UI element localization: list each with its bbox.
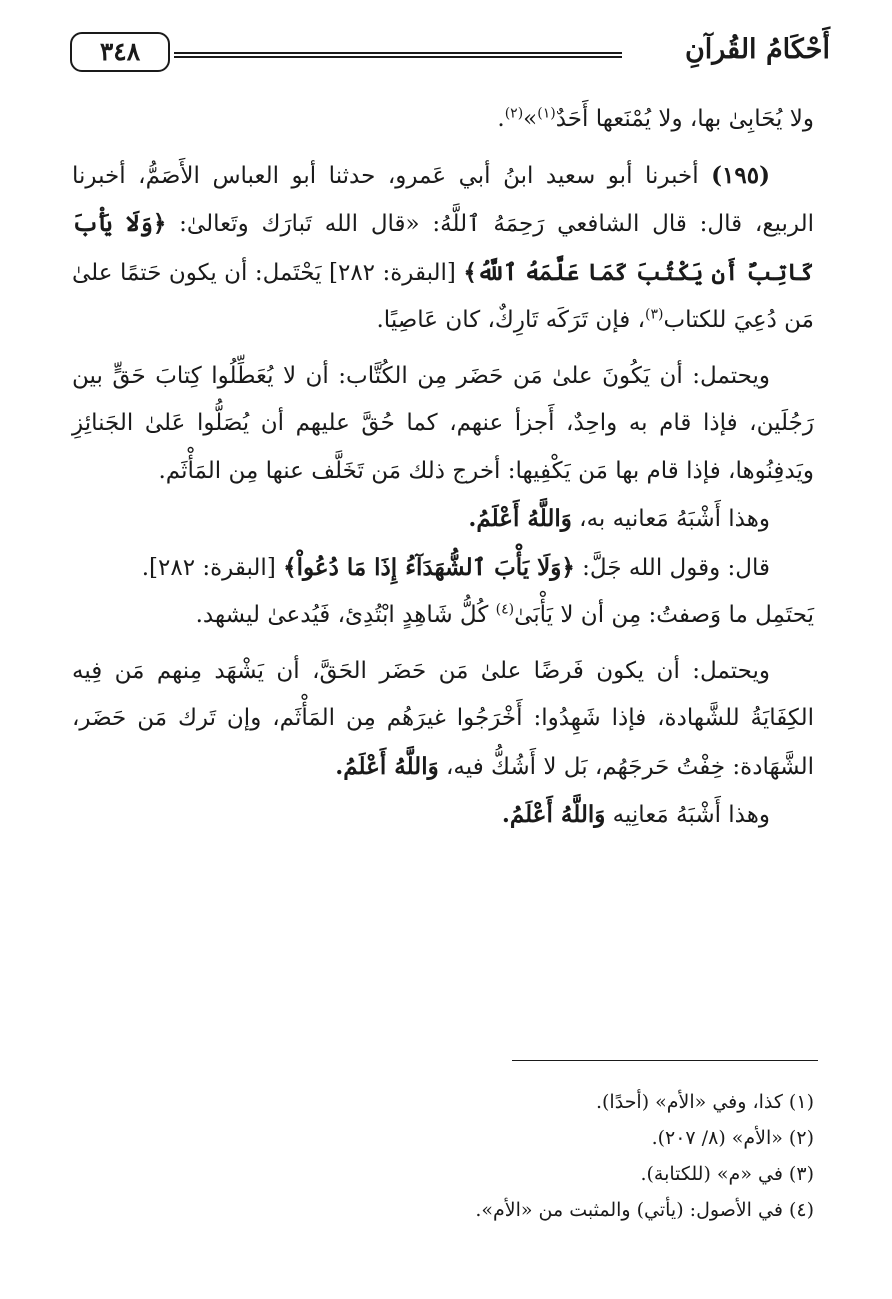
page-header <box>70 30 830 78</box>
text-segment: قال: وقول الله جَلَّ: <box>574 554 770 581</box>
section-number: (١٩٥) <box>711 161 770 189</box>
allah-knows-best: وَاللَّهُ أَعْلَمُ. <box>468 505 572 532</box>
paragraph-3: ويحتمل: أن يَكُونَ علىٰ مَن حَضَر مِن الكُتَّاب: أن لا يُعَطِّلُوا كِتابَ حَقٍّ بين رَجُلَين، فإذا قام به واحِدٌ، أَجزأ عنهم، كما حُقَّ عليهم أن يُصَلُّوا عَلىٰ الجَنائِزِ ويَدفِنُوها، فإذا قام بها مَن يَكْفِيها: أخرج ذلك مَن تَخَلَّف عنها مِن المَأْثَم. <box>72 362 814 484</box>
text-segment: ، فإن تَرَكَه تَارِكٌ، كان عَاصِيًا. <box>376 307 646 333</box>
footnote: (٣) في «م» (للكتابة). <box>640 1163 814 1185</box>
paragraph-195 <box>72 152 814 345</box>
footnotes <box>72 1084 814 1228</box>
allah-knows-best: وَاللَّهُ أَعْلَمُ. <box>335 752 439 780</box>
text-segment: كُلُّ شَاهِدٍ ابْتُدِئ، فَيُدعىٰ ليشهد. <box>195 602 496 628</box>
header-double-rule <box>174 52 622 58</box>
paragraph-1 <box>72 96 814 144</box>
allah-knows-best: وَاللَّهُ أَعْلَمُ. <box>501 801 606 828</box>
quran-verse: ﴿وَلَا يَأْبَ كَاتِبٌ أَن يَكْتُبَ كَمَا عَلَّمَهُ ٱللَّهُ﴾ <box>72 210 815 286</box>
text-segment: أخبرنا أبو سعيد ابنُ أبي عَمرو، حدثنا أبو العباس الأَصَمُّ، أخبرنا الربيع، قال: قال الشافعي رَحِمَهُ ٱللَّهُ: «قال الله تَبارَك وتَعالىٰ: <box>72 162 814 237</box>
quote-close: » <box>523 106 538 132</box>
period: . <box>497 106 505 132</box>
paragraph-8 <box>72 791 814 840</box>
footnote-mark-4: (٤) <box>495 601 515 618</box>
text-segment: يَحتَمِل ما وَصفتُ: مِن أن لا يَأْبَىٰ <box>514 602 814 628</box>
main-text <box>72 96 814 840</box>
text-segment: وهذا أَشْبَهُ مَعانيه به، <box>571 506 770 532</box>
text-segment: ولا يُحَابِىٰ بها، ولا يُمْنَعها أَحَدٌ <box>555 106 814 132</box>
footnote: (٤) في الأصول: (يأتي) والمثبت من «الأم». <box>475 1199 814 1221</box>
page-number: ٣٤٨ <box>70 32 170 72</box>
text-segment: [البقرة: ٢٨٢] يَحْتَمل: أن يكون حَتمًا علىٰ مَن دُعِيَ للكتاب <box>72 259 814 333</box>
footnote: (١) كذا، وفي «الأم» (أحدًا). <box>595 1091 814 1113</box>
paragraph-7 <box>72 648 814 792</box>
footnote-separator <box>512 1060 818 1061</box>
book-title: أَحْكَامُ القُرآنِ <box>684 34 830 65</box>
paragraph-5 <box>72 544 814 593</box>
footnote: (٢) «الأم» (٨/ ٢٠٧). <box>651 1127 814 1149</box>
text-segment: ويحتمل: أن يكون فَرضًا علىٰ مَن حَضَر الحَقَّ، أن يَشْهَد مِنهم مَن فِيه الكِفَايَةُ للشَّهادة، فإذا شَهِدُوا: أَخْرَجُوا غيرَهُم مِن المَأْثَم، وإن تَرك مَن حَضَر، الشَّهَادة: خِفْتُ حَرجَهُم، بَل لا أَشُكُّ فيه، <box>72 657 814 780</box>
footnote-mark-1: (١) <box>537 105 556 122</box>
quran-verse: ﴿وَلَا يَأْبَ ٱلشُّهَدَآءُ إِذَا مَا دُعُواْ﴾ <box>283 553 575 581</box>
paragraph-6 <box>72 592 814 640</box>
paragraph-4 <box>72 495 814 544</box>
text-segment: وهذا أَشْبَهُ مَعانِيه <box>605 802 770 828</box>
footnote-mark-3: (٣) <box>645 306 664 323</box>
verse-reference: [البقرة: ٢٨٢]. <box>141 554 284 581</box>
footnote-mark-2: (٢) <box>504 105 524 122</box>
